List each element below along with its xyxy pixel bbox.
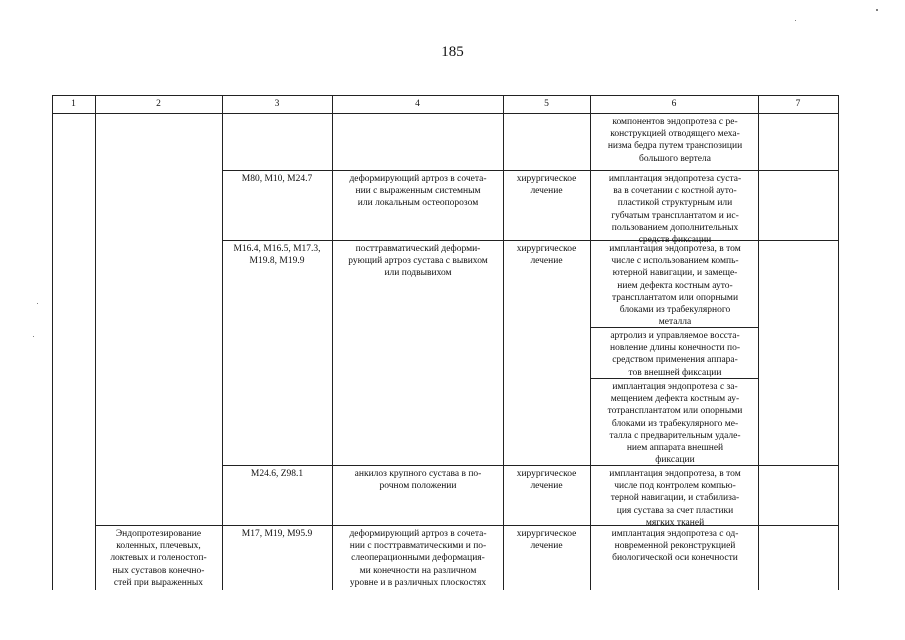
cell-line: или локальным остеопорозом (357, 198, 479, 209)
cell-line: M19.8, M19.9 (249, 256, 305, 267)
column-border (222, 95, 223, 590)
cell-line: нии с выраженным системным (355, 186, 481, 197)
treatment-method-cell (592, 116, 758, 165)
treatment-type-cell (503, 173, 590, 197)
column-border (95, 95, 96, 590)
cell-line: тов внешней фиксации (628, 367, 722, 378)
scan-speck (876, 9, 878, 11)
icd-code-cell (222, 173, 332, 185)
cell-line: большого вертела (639, 153, 711, 164)
treatment-method-cell (592, 173, 758, 246)
cell-line: конструкцией отводящего меха- (610, 129, 740, 140)
cell-line: анкилоз крупного сустава в по- (354, 469, 482, 479)
cell-line: средством применения аппара- (612, 355, 738, 366)
icd-code-cell (222, 528, 332, 540)
cell-line: трансплантатом или опорными (611, 292, 739, 303)
cell-line: тотрансплантатом или опорными (607, 406, 743, 417)
treatment-type-cell (503, 528, 590, 552)
treatment-type-cell (503, 468, 590, 492)
diagnosis-cell (334, 243, 502, 280)
cell-line: блоками из трабекулярного (619, 305, 731, 316)
cell-line: хирургическое (516, 244, 577, 254)
row-separator (222, 170, 838, 171)
cell-line: слеоперационными деформация- (351, 553, 485, 564)
cell-line: посттравматический деформи- (355, 244, 481, 254)
column-header-3: 3 (274, 99, 280, 109)
cell-line: коленных, плечевых, (116, 541, 201, 552)
cell-line: металла (658, 317, 692, 328)
icd-code-cell (222, 468, 332, 480)
cell-line: ва в сочетании с костной ауто- (613, 186, 737, 197)
treatment-method-cell (592, 468, 758, 529)
cell-line: M16.4, M16.5, M17.3, (233, 244, 321, 254)
diagnosis-cell (334, 468, 502, 492)
cell-line: ных суставов конечно- (112, 565, 205, 576)
scan-speck (795, 20, 796, 21)
treatment-type-cell (503, 243, 590, 267)
cell-line: артролиз и управляемое восста- (610, 331, 740, 341)
cell-line: M17, M19, M95.9 (241, 529, 313, 539)
cell-line: новременной реконструкцией (614, 541, 736, 552)
cell-line: лечение (530, 186, 563, 197)
cell-line: ция сустава за счет пластики (616, 505, 734, 516)
cell-line: нии с посттравматическими и по- (349, 541, 487, 552)
treatment-method-cell (592, 381, 758, 466)
cell-line: лечение (530, 541, 563, 552)
column-border (503, 95, 504, 590)
cell-line: новление длины конечности по- (609, 343, 741, 354)
row-separator (95, 525, 222, 526)
column-header-1: 1 (71, 99, 76, 109)
cell-line: числе под контролем компью- (614, 481, 736, 492)
cell-line: мягких тканей (645, 517, 705, 528)
page-number: 185 (441, 44, 464, 60)
cell-line: низма бедра путем транспозиции (607, 141, 743, 152)
cell-line: терной навигации, и стабилиза- (610, 493, 740, 504)
cell-line: M24.6, Z98.1 (250, 469, 304, 479)
cell-line: деформирующий артроз в сочета- (349, 174, 487, 184)
cell-line: M80, M10, M24.7 (241, 174, 313, 184)
column-border (838, 95, 839, 590)
scan-speck (37, 303, 38, 304)
diagnosis-cell (334, 173, 502, 210)
cell-line: пластикой структурным или (617, 198, 733, 209)
cell-line: или подвывихом (384, 268, 452, 279)
cell-line: имплантация эндопротеза, в том (609, 244, 741, 254)
cell-line: хирургическое (516, 469, 577, 479)
column-header-6: 6 (671, 99, 677, 109)
cell-line: фиксации (655, 455, 695, 466)
cell-line: компонентов эндопротеза с ре- (612, 117, 738, 127)
cell-line: стей при выраженных (113, 577, 204, 588)
cell-line: Эндопротезирование (115, 529, 202, 539)
cell-line: биологической оси конечности (612, 553, 738, 564)
treatment-method-cell (592, 528, 758, 565)
cell-line: рочном положении (379, 481, 457, 492)
cell-line: лечение (530, 256, 563, 267)
cell-line: ютерной навигации, и замеще- (612, 268, 738, 279)
column-border (52, 95, 53, 590)
cell-line: имплантация эндопротеза суста- (608, 174, 742, 184)
scan-speck (33, 336, 34, 337)
cell-line: деформирующий артроз в сочета- (349, 529, 487, 539)
treatment-method-cell (592, 243, 758, 328)
cell-line: губчатым трансплантатом и ис- (611, 210, 739, 221)
column-header-2: 2 (156, 99, 161, 109)
column-border (590, 95, 591, 590)
cell-line: блоками из трабекулярного ме- (611, 418, 739, 429)
cell-line: числе с использованием компь- (611, 256, 739, 267)
cell-line: хирургическое (516, 529, 577, 539)
cell-line: хирургическое (516, 174, 577, 184)
column-border (758, 95, 759, 590)
column-header-5: 5 (544, 99, 549, 109)
column-border (332, 95, 333, 590)
diagnosis-cell (334, 528, 502, 589)
treatment-method-cell (592, 330, 758, 379)
cell-line: средств фиксации (638, 235, 712, 246)
cell-line: мещением дефекта костным ау- (610, 394, 740, 405)
cell-line: ми конечности на различном (359, 565, 477, 576)
procedure-name-cell (97, 528, 220, 589)
icd-code-cell (222, 243, 332, 267)
cell-line: нием дефекта костным ауто- (617, 280, 733, 291)
cell-line: имплантация эндопротеза с за- (612, 382, 738, 392)
column-header-4: 4 (415, 99, 420, 109)
cell-line: пользованием дополнительных (611, 222, 739, 233)
cell-line: лечение (530, 481, 563, 492)
cell-line: локтевых и голеностоп- (110, 553, 207, 564)
cell-line: нием аппарата внешней (626, 443, 724, 454)
cell-line: имплантация эндопротеза, в том (609, 469, 741, 479)
cell-line: уровне и в различных плоскостях (349, 577, 487, 588)
cell-line: имплантация эндопротеза с од- (611, 529, 739, 539)
column-header-7: 7 (795, 99, 801, 109)
cell-line: талла с предварительным удале- (609, 430, 741, 441)
header-bottom-border (52, 113, 838, 114)
cell-line: рующий артроз сустава с вывихом (348, 256, 488, 267)
